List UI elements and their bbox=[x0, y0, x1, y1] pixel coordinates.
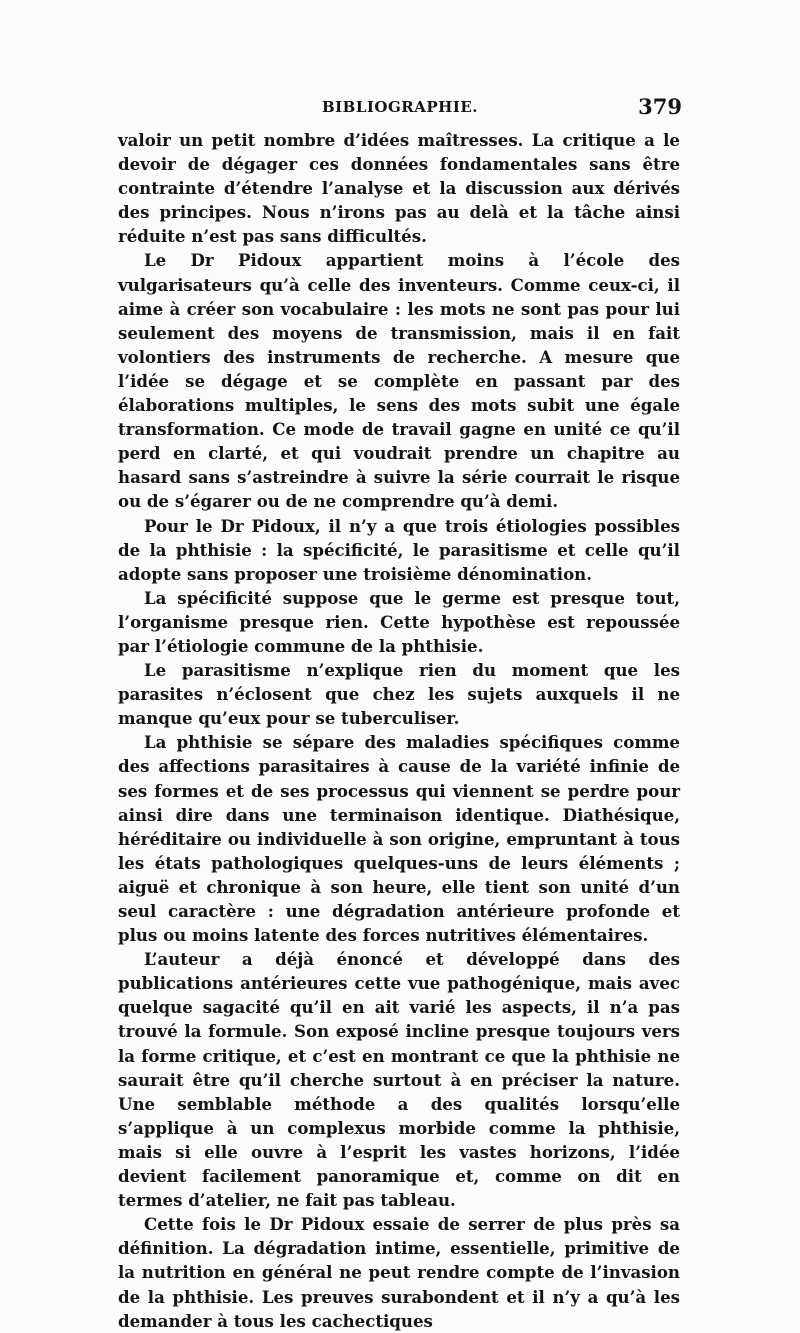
paragraph: La phthisie se sépare des maladies spécifiques comme des affections parasitaires à cause de la variété infinie de ses formes et de ses processus qui viennent se perdre pour ainsi dire dans une terminaison identique. Diathésique, héréditaire ou individuelle à son origine, empruntant à tous les états pathologiques quelques-uns de leurs éléments ; aiguë et chronique à son heure, elle tient son unité d’un seul caractère : une dégradation antérieure profonde et plus ou moins latente des forces nutritives élémentaires. bbox=[118, 732, 680, 946]
paragraph: Le Dr Pidoux appartient moins à l’école des vulgarisateurs qu’à celle des inventeurs. Comme ceux-ci, il aime à créer son vocabulaire : les mots ne sont pas pour lui seulement des moyens de transmission, mais il en fait volontiers des instruments de recherche. A mesure que l’idée se dégage et se complète en passant par des élaborations multiples, le sens des mots subit une égale transformation. Ce mode de travail gagne en unité ce qu’il perd en clarté, et qui voudrait prendre un chapitre au hasard sans s’astreindre à suivre la série courrait le risque ou de s’égarer ou de ne comprendre qu’à demi. bbox=[118, 250, 680, 512]
paragraph: La spécificité suppose que le germe est presque tout, l’organisme presque rien. Cette hypothèse est repoussée par l’étiologie commune de la phthisie. bbox=[118, 587, 680, 656]
page-header bbox=[118, 96, 682, 122]
paragraph: Cette fois le Dr Pidoux essaie de serrer de plus près sa définition. La dégradation intime, essentielle, primitive de la nutrition en général ne peut rendre compte de l’invasion de la phthisie. Les preuves surabondent et il n’y a qu’à les demander à tous les cachectiques bbox=[118, 1214, 680, 1331]
body-text bbox=[118, 128, 680, 1333]
running-head: BIBLIOGRAPHIE. bbox=[321, 98, 479, 116]
paragraph: Pour le Dr Pidoux, il n’y a que trois étiologies possibles de la phthisie : la spécificité, le parasitisme et celle qu’il adopte sans proposer une troisième dénomination. bbox=[118, 515, 680, 584]
paragraph: L’auteur a déjà énoncé et développé dans des publications antérieures cette vue pathogénique, mais avec quelque sagacité qu’il en ait varié les aspects, il n’a pas trouvé la formule. Son exposé incline presque toujours vers la forme critique, et c’est en montrant ce que la phthisie ne saurait être qu’il cherche surtout à en préciser la nature. Une semblable méthode a des qualités lorsqu’elle s’applique à un complexus morbide comme la phthisie, mais si elle ouvre à l’esprit les vastes horizons, l’idée devient facilement panoramique et, comme on dit en termes d’atelier, ne fait pas tableau. bbox=[118, 949, 680, 1211]
page-number: 379 bbox=[638, 94, 682, 119]
paragraph: Le parasitisme n’explique rien du moment que les parasites n’éclosent que chez les sujets auxquels il ne manque qu’eux pour se tuberculiser. bbox=[118, 660, 680, 729]
paragraph: valoir un petit nombre d’idées maîtresses. La critique a le devoir de dégager ces données fondamentales sans être contrainte d’étendre l’analyse et la discussion aux dérivés des principes. Nous n’irons pas au delà et la tâche ainsi réduite n’est pas sans difficultés. bbox=[118, 130, 680, 247]
